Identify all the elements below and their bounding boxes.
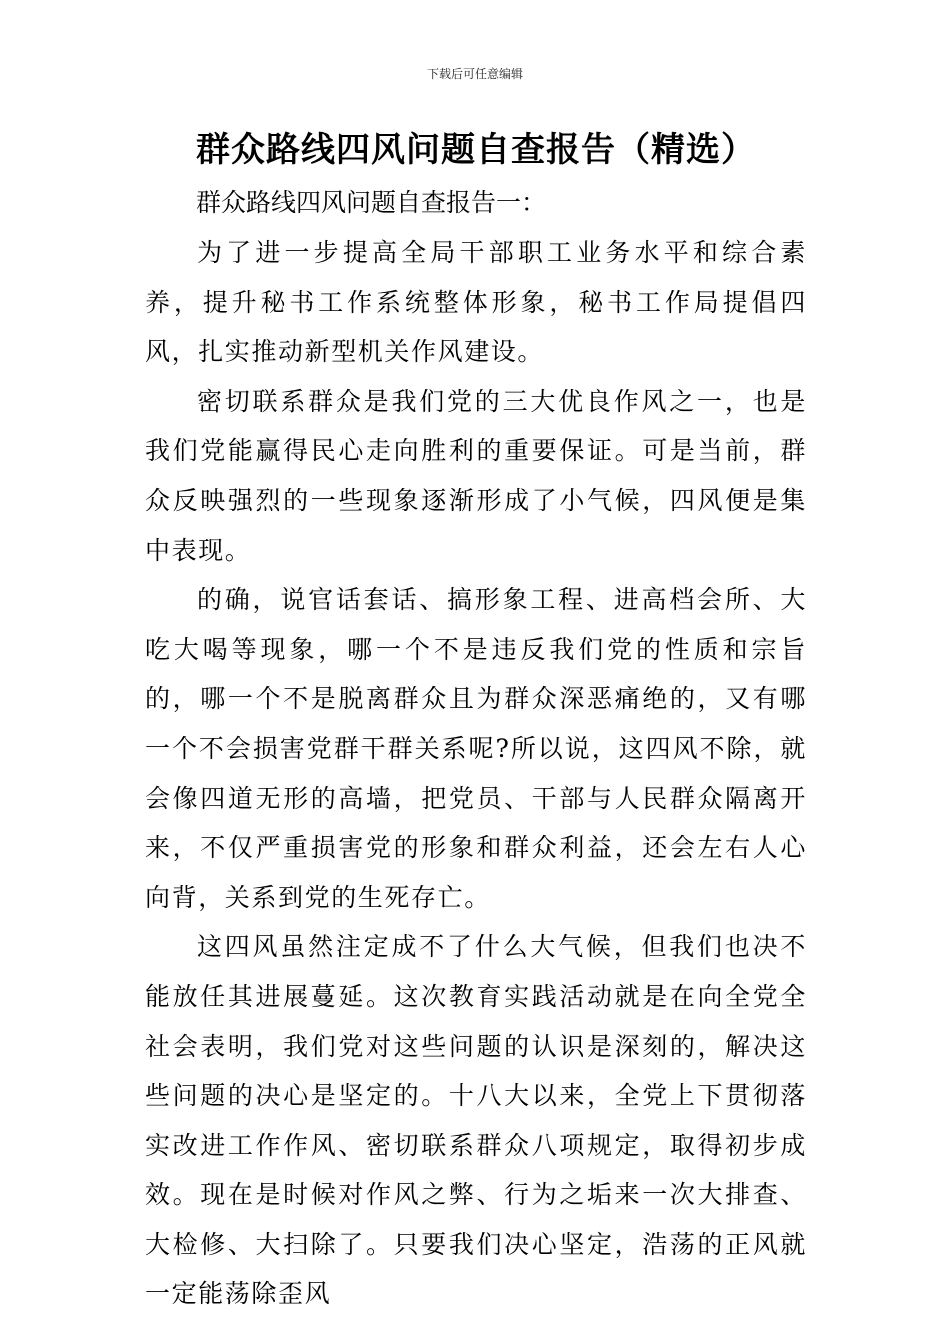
paragraph: 这四风虽然注定成不了什么大气候，但我们也决不能放任其进展蔓延。这次教育实践活动就是在向全党全社会表明，我们党对这些问题的认识是深刻的，解决这些问题的决心是坚定的。十八大以来，全党上下贯彻落实改进工作作风、密切联系群众八项规定，取得初步成效。现在是时候对作风之弊、行为之垢来一次大排查、大检修、大扫除了。只要我们决心坚定，浩荡的正风就一定能荡除歪风 — [145, 932, 807, 1309]
header-note: 下载后可任意编辑 — [426, 67, 523, 81]
document-body — [145, 228, 807, 1319]
document-title: 群众路线四风问题自查报告（精选） — [196, 130, 756, 170]
section-subtitle: 群众路线四风问题自查报告一： — [196, 188, 547, 217]
paragraph: 密切联系群众是我们党的三大优良作风之一，也是我们党能赢得民心走向胜利的重要保证。可是当前，群众反映强烈的一些现象逐渐形成了小气候，四风便是集中表现。 — [145, 386, 807, 565]
paragraph: 的确，说官话套话、搞形象工程、进高档会所、大吃大喝等现象，哪一个不是违反我们党的性质和宗旨的，哪一个不是脱离群众且为群众深恶痛绝的，又有哪一个不会损害党群干群关系呢?所以说，这四风不除，就会像四道无形的高墙，把党员、干部与人民群众隔离开来，不仅严重损害党的形象和群众利益，还会左右人心向背，关系到党的生死存亡。 — [145, 585, 807, 912]
paragraph: 为了进一步提高全局干部职工业务水平和综合素养，提升秘书工作系统整体形象，秘书工作局提倡四风，扎实推动新型机关作风建设。 — [145, 238, 807, 367]
